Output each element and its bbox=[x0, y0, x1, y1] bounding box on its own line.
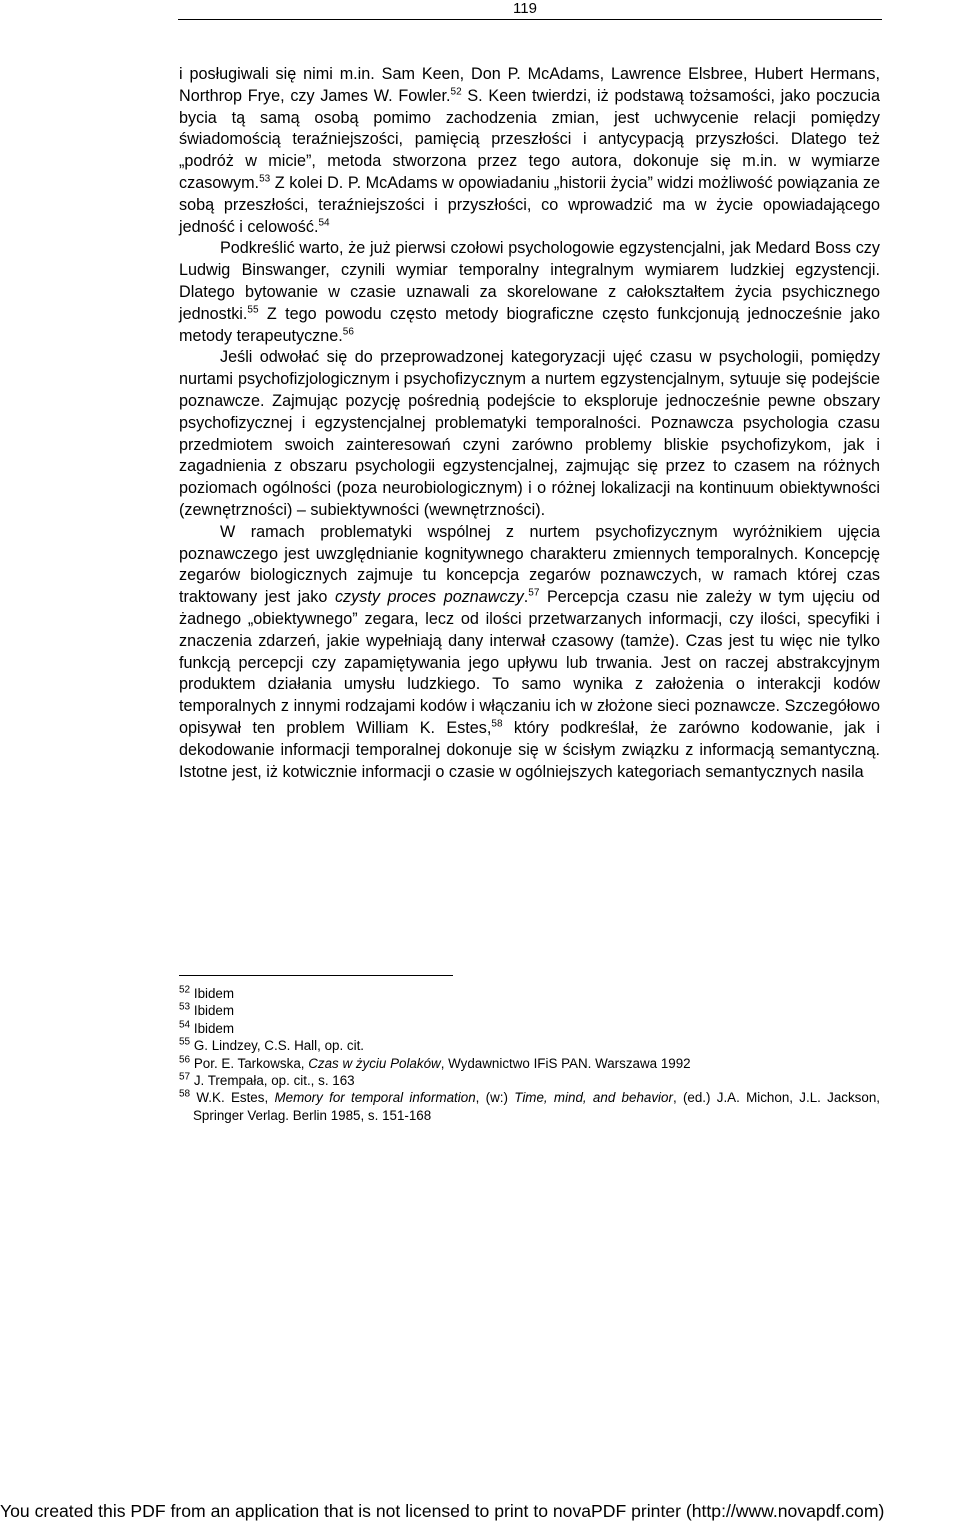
footnote-ref: 55 bbox=[247, 304, 259, 316]
footnote-ref: 58 bbox=[491, 718, 503, 730]
header-rule bbox=[178, 19, 882, 20]
footnote-53: $^{53}$ Ibidem bbox=[179, 1001, 235, 1019]
footnote-ref: 56 bbox=[342, 326, 354, 338]
footnote-56: $^{56}$ Por. E. Tarkowska, Czas w życiu Polaków, Wydawnictwo IFiS PAN. Warszawa 1992 bbox=[179, 1054, 691, 1071]
paragraph-4: W ramach problematyki wspólnej z nurtem psychofizycznym wyróżnikiem ujęcia poznawczego jest uwzględnianie kognitywnego charakteru zmiennych temporalnych. Koncepcję zegarów biologicznych zajmuje tu koncepcja zegarów poznawczych, w ramach której czas traktowany jest jako czysty proces poznawczy.$^{57}$ Percepcja czasu nie zależy w tym ujęciu od żadnego „obiektywnego” zegara, lecz od ilości przetwarzanych informacji, czy ilości, specyfiki i znaczenia zdarzeń, jakie wypełniają dany interwał czasowy (tamże). Czas jest tu więc nie tylko funkcją percepcji czy zapamiętywania jego upływu lub trwania. Jest on raczej abstrakcyjnym produktem działania umysłu ludzkiego. To samo wynika z założenia o interakcji kodów temporalnych z innymi rodzajami kodów i włączaniu ich w złożone sieci poznawcze. Szczegółowo opisywał ten problem William K. Estes,$^{58}$ który podkreślał, że zarówno kodowanie, jak i dekodowanie informacji temporalnej dokonuje się w ścisłym związku z informacją semantyczną. Istotne jest, iż kotwicznie informacji o czasie w ogólniejszych kategoriach semantycznych nasila bbox=[179, 522, 880, 781]
page-number: 119 bbox=[513, 0, 537, 17]
footnotes bbox=[179, 985, 880, 1124]
body-text bbox=[179, 64, 880, 783]
footnote-ref: 57 bbox=[528, 587, 540, 599]
paragraph-3: Jeśli odwołać się do przeprowadzonej kategoryzacji ujęć czasu w psychologii, pomiędzy nurtami psychofizjologicznym i psychofizycznym a nurtem egzystencjalnym, sytuuje się podejście poznawcze. Zajmując pozycję pośrednią podejście to eksploruje jednocześnie pewne obszary psychofizycznej i egzystencjalnej problematyki temporalności. Poznawcza psychologia czasu przedmiotem swoich zainteresowań czyni zarówno problemy bliskie psychofizykom, jak i zagadnienia z obszaru psychologii egzystencjalnej, zajmując się przez to czasem na różnych poziomach ogólności (poza neurobiologicznym) i o różnej lokalizacji na kontinuum obiektywności (zewnętrzności) – subiektywności (wewnętrzności). bbox=[179, 348, 880, 519]
pdf-license-footer: You created this PDF from an application that is not licensed to print to novaPDF printer (http://www.novapdf.com) bbox=[0, 1501, 885, 1521]
footnote-58: $^{58}$ W.K. Estes, Memory for temporal information, (w:) Time, mind, and behavior, (ed.) J.A. Michon, J.L. Jackson, Springer Verlag. Berlin 1985, s. 151-168 bbox=[179, 1088, 880, 1123]
footnote-ref: 54 bbox=[318, 217, 330, 229]
footnote-54: $^{54}$ Ibidem bbox=[179, 1019, 235, 1036]
footnote-separator bbox=[179, 975, 453, 976]
paragraph-1: i posługiwali się nimi m.in. Sam Keen, Don P. McAdams, Lawrence Elsbree, Hubert Hermans, Northrop Frye, czy James W. Fowler.$^{52}$ S. Keen twierdzi, iż podstawą tożsamości, jako poczucia bycia tą samą osobą pomimo zachodzenia zmian, jest uchwycenie relacji pomiędzy świadomością teraźniejszości, pamięcią przeszłości i antycypacją przyszłości. Dlatego też „podróż w micie”, metoda stworzona przez tego autora, dokonuje się m.in. w wymiarze czasowym.$^{53}$ Z kolei D. P. McAdams w opowiadaniu „historii życia” widzi możliwość powiązania ze sobą przeszłości, teraźniejszości i przyszłości, co wprowadzić ma w życie opowiadającego jedność i celowość.$^{54}$ bbox=[179, 65, 880, 236]
paragraph-2: Podkreślić warto, że już pierwsi czołowi psychologowie egzystencjalni, jak Medard Boss czy Ludwig Binswanger, czynili wymiar temporalny integralnym wymiarem ludzkiej egzystencji. Dlatego bytowanie w czasie uznawali za skorelowane z całokształtem życia psychicznego jednostki.$^{55}$ Z tego powodu często metody biograficzne często funkcjonują jednocześnie jako metody terapeutyczne.$^{56}$ bbox=[179, 239, 880, 345]
footnote-55: $^{55}$ G. Lindzey, C.S. Hall, op. cit. bbox=[179, 1036, 365, 1054]
footnote-ref: 52 bbox=[450, 86, 462, 98]
footnote-57: $^{57}$ J. Trempała, op. cit., s. 163 bbox=[179, 1071, 355, 1089]
footnote-ref: 53 bbox=[259, 173, 271, 185]
footnote-52: $^{52}$ Ibidem bbox=[179, 984, 235, 1001]
